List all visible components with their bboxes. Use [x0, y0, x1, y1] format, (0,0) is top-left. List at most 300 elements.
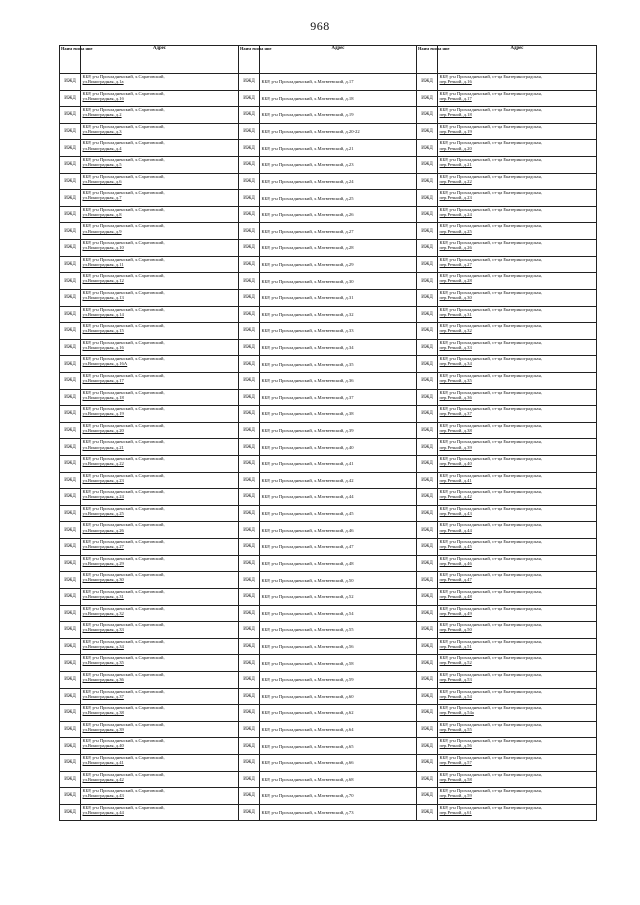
- building-type-cell: ИЖД: [60, 555, 81, 572]
- address-line: КБР, р-н Прохладненский, ст-ца Екатериноградская,: [439, 74, 542, 79]
- building-type-cell: ИЖД: [417, 588, 438, 605]
- address-cell: [81, 638, 239, 655]
- address-cell: [81, 339, 239, 356]
- table-row: [60, 572, 597, 589]
- address-line: КБР, р-н Прохладненский, ст-ца Екатериноградская,: [439, 588, 542, 594]
- address-cell: [81, 472, 239, 489]
- address-line: КБР, р-н Прохладненский, х.Саратовский,: [82, 754, 165, 760]
- address-cell: [81, 754, 239, 771]
- address-line: КБР, р-н Прохладненский, ст-ца Екатериноградская,: [439, 206, 542, 212]
- address-cell: [81, 289, 239, 306]
- building-type-cell: ИЖД: [60, 173, 81, 190]
- building-type-cell: ИЖД: [60, 356, 81, 373]
- street-line: ул.Виноградная, д.16: [82, 344, 124, 350]
- address-line: КБР, р-н Прохладненский, х.Саратовский,: [82, 539, 165, 545]
- table-row: [60, 323, 597, 340]
- building-type-cell: ИЖД: [239, 655, 260, 672]
- address-cell: КБР, р-н Прохладненский, х.Матвеевский, д.18: [260, 90, 417, 107]
- street-line: ул.Виноградная, д.27: [82, 544, 124, 550]
- street-line: ул.Виноградная, д.36: [82, 677, 124, 683]
- building-type-cell: ИЖД: [417, 107, 438, 124]
- address-cell: [438, 356, 597, 373]
- street-line: ул.Виноградная, д.29: [82, 560, 124, 566]
- building-type-cell: ИЖД: [239, 389, 260, 406]
- building-type-cell: ИЖД: [60, 323, 81, 340]
- address-cell: [438, 721, 597, 738]
- street-line: ул.Виноградная, д.24: [82, 494, 124, 500]
- building-type-cell: ИЖД: [60, 190, 81, 207]
- address-line: КБР, р-н Прохладненский, х.Саратовский,: [82, 472, 165, 478]
- address-cell: [438, 505, 597, 522]
- street-line: пер.Речной, д.39: [439, 444, 472, 450]
- street-line: пер.Речной, д.17: [439, 95, 472, 101]
- header-type-2: Наим енова ние: [239, 46, 260, 74]
- address-line: КБР, р-н Прохладненский, х.Саратовский,: [82, 273, 165, 279]
- address-cell: [438, 123, 597, 140]
- building-type-cell: ИЖД: [417, 206, 438, 223]
- street-line: ул.Виноградная, д.21: [82, 444, 124, 450]
- address-line: КБР, р-н Прохладненский, ст-ца Екатериноградская,: [439, 705, 542, 711]
- address-line: КБР, р-н Прохладненский, ст-ца Екатериноградская,: [439, 223, 542, 229]
- table-row: [60, 804, 597, 821]
- street-line: пер.Речной, д.50: [439, 627, 472, 633]
- street-line: ул.Виноградная, д.3: [82, 128, 122, 134]
- building-type-cell: ИЖД: [239, 273, 260, 290]
- building-type-cell: ИЖД: [417, 140, 438, 157]
- building-type-cell: ИЖД: [417, 240, 438, 257]
- building-type-cell: ИЖД: [239, 439, 260, 456]
- address-cell: [438, 439, 597, 456]
- building-type-cell: ИЖД: [417, 306, 438, 323]
- building-type-cell: ИЖД: [60, 456, 81, 473]
- table-row: [60, 688, 597, 705]
- street-line: пер.Речной, д.22: [439, 178, 472, 184]
- building-type-cell: ИЖД: [60, 588, 81, 605]
- address-cell: [81, 140, 239, 157]
- address-line: КБР, р-н Прохладненский, ст-ца Екатериноградская,: [439, 406, 542, 412]
- street-line: пер.Речной, д.31: [439, 311, 472, 317]
- address-cell: [81, 123, 239, 140]
- table-row: [60, 489, 597, 506]
- building-type-cell: ИЖД: [239, 738, 260, 755]
- address-cell: [438, 389, 597, 406]
- address-line: КБР, р-н Прохладненский, х.Саратовский,: [82, 422, 165, 428]
- building-type-cell: ИЖД: [60, 289, 81, 306]
- address-cell: КБР, р-н Прохладненский, х.Матвеевский, д.42: [260, 472, 417, 489]
- address-cell: [438, 705, 597, 722]
- street-line: ул.Виноградная, д.20: [82, 427, 124, 433]
- street-line: ул.Виноградная, д.13: [82, 295, 124, 301]
- street-line: ул.Виноградная, д.40: [82, 743, 124, 749]
- address-cell: [438, 422, 597, 439]
- table-row: [60, 588, 597, 605]
- address-cell: КБР, р-н Прохладненский, х.Матвеевский, д.59: [260, 671, 417, 688]
- address-cell: [438, 223, 597, 240]
- street-line: пер.Речной, д.42: [439, 494, 472, 500]
- street-line: пер.Речной, д.54: [439, 693, 472, 699]
- street-line: пер.Речной, д.44: [439, 527, 472, 533]
- building-type-cell: ИЖД: [417, 439, 438, 456]
- header-address-1: Адрес: [81, 46, 239, 74]
- address-cell: [81, 240, 239, 257]
- building-type-cell: ИЖД: [417, 289, 438, 306]
- building-type-cell: ИЖД: [417, 339, 438, 356]
- building-type-cell: ИЖД: [239, 206, 260, 223]
- address-line: КБР, р-н Прохладненский, х.Саратовский,: [82, 90, 165, 96]
- address-line: КБР, р-н Прохладненский, х.Саратовский,: [82, 74, 165, 79]
- address-cell: [81, 173, 239, 190]
- building-type-cell: ИЖД: [417, 655, 438, 672]
- street-line: ул.Виноградная, д.17: [82, 378, 124, 384]
- building-type-cell: ИЖД: [60, 539, 81, 556]
- address-cell: КБР, р-н Прохладненский, х.Матвеевский, д.24: [260, 173, 417, 190]
- table-row: [60, 555, 597, 572]
- building-type-cell: ИЖД: [60, 721, 81, 738]
- building-type-cell: ИЖД: [239, 422, 260, 439]
- street-line: пер.Речной, д.35: [439, 378, 472, 384]
- street-line: пер.Речной, д.28: [439, 278, 472, 284]
- address-line: КБР, р-н Прохладненский, ст-ца Екатериноградская,: [439, 456, 542, 462]
- address-cell: [438, 489, 597, 506]
- address-cell: КБР, р-н Прохладненский, х.Матвеевский, д.28: [260, 240, 417, 257]
- building-type-cell: ИЖД: [417, 472, 438, 489]
- building-type-cell: ИЖД: [60, 339, 81, 356]
- street-line: пер.Речной, д.48: [439, 593, 472, 599]
- building-type-cell: ИЖД: [239, 788, 260, 805]
- street-line: ул.Виноградная, д.2: [82, 112, 122, 118]
- street-line: ул.Виноградная, д.9: [82, 228, 122, 234]
- building-type-cell: ИЖД: [239, 705, 260, 722]
- address-cell: КБР, р-н Прохладненский, х.Матвеевский, д.47: [260, 539, 417, 556]
- address-cell: КБР, р-н Прохладненский, х.Матвеевский, д.48: [260, 555, 417, 572]
- address-cell: КБР, р-н Прохладненский, х.Матвеевский, д.36: [260, 372, 417, 389]
- header-type-3: Наим енова ние: [417, 46, 438, 74]
- address-cell: [81, 588, 239, 605]
- building-type-cell: ИЖД: [60, 273, 81, 290]
- street-line: пер.Речной, д.40: [439, 461, 472, 467]
- building-type-cell: ИЖД: [417, 671, 438, 688]
- table-row: [60, 123, 597, 140]
- building-type-cell: ИЖД: [239, 588, 260, 605]
- table-row: [60, 705, 597, 722]
- street-line: пер.Речной, д.55: [439, 726, 472, 732]
- building-type-cell: ИЖД: [417, 539, 438, 556]
- address-cell: [438, 339, 597, 356]
- street-line: ул.Виноградная, д.34: [82, 643, 124, 649]
- address-line: КБР, р-н Прохладненский, х.Саратовский,: [82, 688, 165, 694]
- address-cell: КБР, р-н Прохладненский, х.Матвеевский, д.30: [260, 273, 417, 290]
- street-line: пер.Речной, д.36: [439, 394, 472, 400]
- address-cell: КБР, р-н Прохладненский, х.Матвеевский, д.39: [260, 422, 417, 439]
- table-row: [60, 456, 597, 473]
- address-cell: [81, 539, 239, 556]
- address-cell: [438, 588, 597, 605]
- building-type-cell: ИЖД: [239, 456, 260, 473]
- address-cell: КБР, р-н Прохладненский, х.Матвеевский, д.73: [260, 804, 417, 821]
- header-address-2: Адрес: [260, 46, 417, 74]
- address-line: КБР, р-н Прохладненский, х.Саратовский,: [82, 655, 165, 661]
- building-type-cell: ИЖД: [417, 74, 438, 91]
- address-cell: [81, 605, 239, 622]
- table-row: [60, 356, 597, 373]
- street-line: пер.Речной, д.20: [439, 145, 472, 151]
- address-cell: [438, 256, 597, 273]
- address-line: КБР, р-н Прохладненский, ст-ца Екатериноградская,: [439, 356, 542, 362]
- address-line: КБР, р-н Прохладненский, х.Саратовский,: [82, 721, 165, 727]
- building-type-cell: ИЖД: [60, 489, 81, 506]
- building-type-cell: ИЖД: [60, 140, 81, 157]
- address-cell: КБР, р-н Прохладненский, х.Матвеевский, д.26: [260, 206, 417, 223]
- address-line: КБР, р-н Прохладненский, ст-ца Екатериноградская,: [439, 771, 542, 777]
- table-row: [60, 738, 597, 755]
- building-type-cell: ИЖД: [239, 555, 260, 572]
- address-line: КБР, р-н Прохладненский, ст-ца Екатериноградская,: [439, 539, 542, 545]
- address-cell: КБР, р-н Прохладненский, х.Матвеевский, д.66: [260, 754, 417, 771]
- address-cell: [81, 74, 239, 91]
- street-line: ул.Виноградная, д.43: [82, 793, 124, 799]
- table-row: [60, 638, 597, 655]
- building-type-cell: ИЖД: [417, 372, 438, 389]
- street-line: пер.Речной, д.21: [439, 162, 472, 168]
- address-line: КБР, р-н Прохладненский, х.Саратовский,: [82, 788, 165, 794]
- building-type-cell: ИЖД: [239, 372, 260, 389]
- address-line: КБР, р-н Прохладненский, ст-ца Екатериноградская,: [439, 555, 542, 561]
- street-line: ул.Виноградная, д.1б: [82, 95, 124, 101]
- address-line: КБР, р-н Прохладненский, х.Саратовский,: [82, 107, 165, 113]
- address-line: КБР, р-н Прохладненский, х.Саратовский,: [82, 505, 165, 511]
- address-line: КБР, р-н Прохладненский, ст-ца Екатериноградская,: [439, 605, 542, 611]
- building-type-cell: ИЖД: [239, 74, 260, 91]
- address-line: КБР, р-н Прохладненский, х.Саратовский,: [82, 439, 165, 445]
- building-type-cell: ИЖД: [60, 638, 81, 655]
- address-cell: [438, 804, 597, 821]
- street-line: пер.Речной, д.56: [439, 743, 472, 749]
- table-row: [60, 622, 597, 639]
- street-line: ул.Виноградная, д.32: [82, 610, 124, 616]
- address-line: КБР, р-н Прохладненский, ст-ца Екатериноградская,: [439, 90, 542, 96]
- address-line: КБР, р-н Прохладненский, ст-ца Екатериноградская,: [439, 489, 542, 495]
- address-cell: [438, 572, 597, 589]
- building-type-cell: ИЖД: [239, 90, 260, 107]
- address-cell: КБР, р-н Прохладненский, х.Матвеевский, д.64: [260, 721, 417, 738]
- street-line: пер.Речной, д.53: [439, 677, 472, 683]
- address-cell: [438, 472, 597, 489]
- address-cell: [81, 572, 239, 589]
- address-cell: [438, 90, 597, 107]
- address-cell: [438, 754, 597, 771]
- address-cell: [81, 323, 239, 340]
- building-type-cell: ИЖД: [60, 572, 81, 589]
- street-line: ул.Виноградная, д.14: [82, 311, 124, 317]
- header-type-1: Наим енова ние: [60, 46, 81, 74]
- address-line: КБР, р-н Прохладненский, ст-ца Екатериноградская,: [439, 123, 542, 129]
- building-type-cell: ИЖД: [417, 323, 438, 340]
- street-line: ул.Виноградная, д.37: [82, 693, 124, 699]
- building-type-cell: ИЖД: [239, 240, 260, 257]
- address-cell: [81, 107, 239, 124]
- street-line: пер.Речной, д.34: [439, 361, 472, 367]
- address-cell: КБР, р-н Прохладненский, х.Матвеевский, д.60: [260, 688, 417, 705]
- street-line: пер.Речной, д.51: [439, 643, 472, 649]
- street-line: ул.Виноградная, д.42: [82, 776, 124, 782]
- address-cell: [81, 90, 239, 107]
- address-cell: КБР, р-н Прохладненский, х.Матвеевский, д.40: [260, 439, 417, 456]
- table-row: [60, 472, 597, 489]
- address-cell: [81, 622, 239, 639]
- address-line: КБР, р-н Прохладненский, ст-ца Екатериноградская,: [439, 472, 542, 478]
- address-cell: [81, 489, 239, 506]
- table-row: [60, 671, 597, 688]
- building-type-cell: ИЖД: [417, 456, 438, 473]
- building-type-cell: ИЖД: [417, 123, 438, 140]
- address-line: КБР, р-н Прохладненский, ст-ца Екатериноградская,: [439, 505, 542, 511]
- table-row: [60, 505, 597, 522]
- building-type-cell: ИЖД: [60, 389, 81, 406]
- building-type-cell: ИЖД: [239, 539, 260, 556]
- building-type-cell: ИЖД: [60, 505, 81, 522]
- building-type-cell: ИЖД: [60, 90, 81, 107]
- table-row: [60, 90, 597, 107]
- address-cell: [438, 539, 597, 556]
- table-row: [60, 788, 597, 805]
- address-cell: [81, 372, 239, 389]
- building-type-cell: ИЖД: [239, 256, 260, 273]
- address-cell: [438, 638, 597, 655]
- address-cell: [81, 223, 239, 240]
- table-row: [60, 771, 597, 788]
- address-line: КБР, р-н Прохладненский, х.Саратовский,: [82, 389, 165, 395]
- address-line: КБР, р-н Прохладненский, х.Саратовский,: [82, 240, 165, 246]
- table-row: [60, 539, 597, 556]
- building-type-cell: ИЖД: [239, 190, 260, 207]
- building-type-cell: ИЖД: [417, 721, 438, 738]
- street-line: ул.Виноградная, д.44: [82, 809, 124, 815]
- street-line: ул.Виноградная, д.16А: [82, 361, 128, 367]
- address-cell: КБР, р-н Прохладненский, х.Матвеевский, д.62: [260, 705, 417, 722]
- address-cell: [81, 522, 239, 539]
- building-type-cell: ИЖД: [239, 489, 260, 506]
- building-type-cell: ИЖД: [60, 107, 81, 124]
- address-line: КБР, р-н Прохладненский, х.Саратовский,: [82, 140, 165, 146]
- building-type-cell: ИЖД: [417, 505, 438, 522]
- street-line: пер.Речной, д.25: [439, 228, 472, 234]
- building-type-cell: ИЖД: [239, 356, 260, 373]
- street-line: ул.Виноградная, д.41: [82, 760, 124, 766]
- table-row: [60, 422, 597, 439]
- address-cell: [81, 356, 239, 373]
- address-line: КБР, р-н Прохладненский, х.Саратовский,: [82, 638, 165, 644]
- building-type-cell: ИЖД: [60, 372, 81, 389]
- address-cell: [81, 671, 239, 688]
- street-line: пер.Речной, д.61: [439, 809, 472, 815]
- address-register-table: [59, 45, 597, 821]
- building-type-cell: ИЖД: [239, 688, 260, 705]
- address-line: КБР, р-н Прохладненский, ст-ца Екатериноградская,: [439, 671, 542, 677]
- address-line: КБР, р-н Прохладненский, х.Саратовский,: [82, 306, 165, 312]
- building-type-cell: ИЖД: [239, 306, 260, 323]
- address-cell: [81, 157, 239, 174]
- table-body: [60, 74, 597, 821]
- address-cell: [438, 173, 597, 190]
- address-cell: [81, 804, 239, 821]
- address-cell: КБР, р-н Прохладненский, х.Матвеевский, д.56: [260, 638, 417, 655]
- address-cell: КБР, р-н Прохладненский, х.Матвеевский, д.29: [260, 256, 417, 273]
- address-cell: [81, 655, 239, 672]
- building-type-cell: ИЖД: [239, 522, 260, 539]
- street-line: ул.Виноградная, д.35: [82, 660, 124, 666]
- address-cell: [81, 406, 239, 423]
- building-type-cell: ИЖД: [239, 323, 260, 340]
- table-row: [60, 306, 597, 323]
- street-line: пер.Речной, д.47: [439, 577, 472, 583]
- building-type-cell: ИЖД: [417, 90, 438, 107]
- address-cell: КБР, р-н Прохладненский, х.Матвеевский, д.50: [260, 572, 417, 589]
- address-line: КБР, р-н Прохладненский, х.Саратовский,: [82, 804, 165, 810]
- address-cell: КБР, р-н Прохладненский, х.Матвеевский, д.19: [260, 107, 417, 124]
- address-line: КБР, р-н Прохладненский, ст-ца Екатериноградская,: [439, 422, 542, 428]
- address-cell: [438, 655, 597, 672]
- address-line: КБР, р-н Прохладненский, ст-ца Екатериноградская,: [439, 522, 542, 528]
- address-cell: [438, 74, 597, 91]
- street-line: пер.Речной, д.52: [439, 660, 472, 666]
- building-type-cell: ИЖД: [239, 472, 260, 489]
- address-cell: [81, 788, 239, 805]
- address-cell: [438, 206, 597, 223]
- street-line: ул.Виноградная, д.7: [82, 195, 122, 201]
- address-cell: [81, 306, 239, 323]
- address-cell: [81, 206, 239, 223]
- table-row: [60, 439, 597, 456]
- address-line: КБР, р-н Прохладненский, х.Саратовский,: [82, 572, 165, 578]
- building-type-cell: ИЖД: [60, 256, 81, 273]
- address-line: КБР, р-н Прохладненский, х.Саратовский,: [82, 173, 165, 179]
- street-line: ул.Виноградная, д.18: [82, 394, 124, 400]
- building-type-cell: ИЖД: [417, 555, 438, 572]
- building-type-cell: ИЖД: [239, 157, 260, 174]
- address-cell: [438, 671, 597, 688]
- street-line: пер.Речной, д.18: [439, 112, 472, 118]
- address-line: КБР, р-н Прохладненский, ст-ца Екатериноградская,: [439, 738, 542, 744]
- address-cell: [81, 738, 239, 755]
- street-line: пер.Речной, д.57: [439, 760, 472, 766]
- table-row: [60, 223, 597, 240]
- address-cell: [81, 273, 239, 290]
- building-type-cell: ИЖД: [60, 754, 81, 771]
- building-type-cell: ИЖД: [60, 622, 81, 639]
- street-line: пер.Речной, д.37: [439, 411, 472, 417]
- building-type-cell: ИЖД: [417, 190, 438, 207]
- address-line: КБР, р-н Прохладненский, ст-ца Екатериноградская,: [439, 306, 542, 312]
- address-line: КБР, р-н Прохладненский, ст-ца Екатериноградская,: [439, 256, 542, 262]
- building-type-cell: ИЖД: [239, 605, 260, 622]
- building-type-cell: ИЖД: [239, 754, 260, 771]
- address-cell: КБР, р-н Прохладненский, х.Матвеевский, д.70: [260, 788, 417, 805]
- address-line: КБР, р-н Прохладненский, х.Саратовский,: [82, 190, 165, 196]
- address-line: КБР, р-н Прохладненский, х.Саратовский,: [82, 456, 165, 462]
- address-cell: [438, 456, 597, 473]
- address-cell: [438, 622, 597, 639]
- address-cell: КБР, р-н Прохладненский, х.Матвеевский, д.20-22: [260, 123, 417, 140]
- building-type-cell: ИЖД: [60, 439, 81, 456]
- address-cell: КБР, р-н Прохладненский, х.Матвеевский, д.41: [260, 456, 417, 473]
- building-type-cell: ИЖД: [60, 738, 81, 755]
- address-cell: [81, 555, 239, 572]
- building-type-cell: ИЖД: [239, 123, 260, 140]
- table-row: [60, 74, 597, 91]
- address-cell: [438, 688, 597, 705]
- building-type-cell: ИЖД: [239, 289, 260, 306]
- address-cell: КБР, р-н Прохладненский, х.Матвеевский, д.34: [260, 339, 417, 356]
